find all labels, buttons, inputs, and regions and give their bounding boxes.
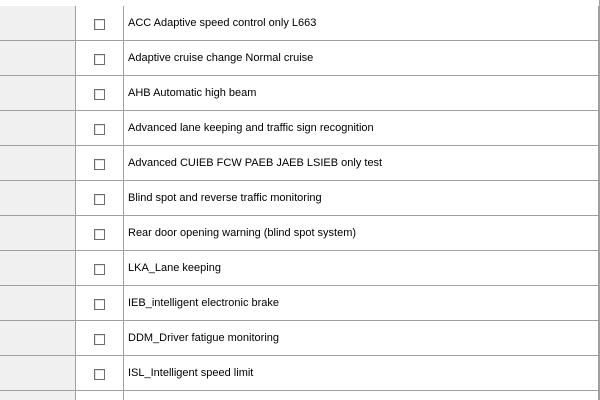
- row-header-cell: [0, 111, 76, 146]
- option-label: ACC Adaptive speed control only L663: [124, 6, 599, 41]
- checkbox-cell[interactable]: [76, 251, 124, 286]
- table-row[interactable]: [0, 41, 600, 76]
- checkbox-cell[interactable]: [76, 356, 124, 391]
- table-row[interactable]: [0, 111, 600, 146]
- row-checkbox[interactable]: [94, 54, 105, 65]
- checkbox-cell[interactable]: [76, 181, 124, 216]
- table-row[interactable]: [0, 321, 600, 356]
- row-header-cell: [0, 321, 76, 356]
- checkbox-cell[interactable]: [76, 6, 124, 41]
- table-row[interactable]: [0, 76, 600, 111]
- option-label: DDM_Driver fatigue monitoring: [124, 321, 599, 356]
- table-row[interactable]: [0, 216, 600, 251]
- row-checkbox[interactable]: [94, 89, 105, 100]
- checkbox-cell[interactable]: [76, 391, 124, 400]
- row-header-cell: [0, 181, 76, 216]
- row-checkbox[interactable]: [94, 194, 105, 205]
- row-checkbox[interactable]: [94, 369, 105, 380]
- option-label: Blind spot and reverse traffic monitoring: [124, 181, 599, 216]
- checkbox-cell[interactable]: [76, 286, 124, 321]
- option-label: LKA_Lane keeping: [124, 251, 599, 286]
- table-row[interactable]: [0, 251, 600, 286]
- option-label: Advanced lane keeping and traffic sign recognition: [124, 111, 599, 146]
- table-row[interactable]: [0, 181, 600, 216]
- row-header-cell: [0, 251, 76, 286]
- row-header-cell: [0, 356, 76, 391]
- row-header-cell: [0, 146, 76, 181]
- checkbox-cell[interactable]: [76, 111, 124, 146]
- checkbox-cell[interactable]: [76, 146, 124, 181]
- table-row[interactable]: [0, 391, 600, 400]
- option-label: IEB_intelligent electronic brake: [124, 286, 599, 321]
- table-row[interactable]: [0, 146, 600, 181]
- table-row[interactable]: [0, 6, 600, 41]
- option-label: Adaptive cruise change Normal cruise: [124, 41, 599, 76]
- row-header-cell: [0, 76, 76, 111]
- option-label: ISL_Intelligent speed limit: [124, 356, 599, 391]
- option-label: Rear door opening warning (blind spot system): [124, 216, 599, 251]
- option-label: Advanced CUIEB FCW PAEB JAEB LSIEB only test: [124, 146, 599, 181]
- row-checkbox[interactable]: [94, 264, 105, 275]
- row-checkbox[interactable]: [94, 229, 105, 240]
- row-checkbox[interactable]: [94, 124, 105, 135]
- row-header-cell: [0, 6, 76, 41]
- row-checkbox[interactable]: [94, 299, 105, 310]
- option-label: [124, 391, 599, 400]
- row-header-cell: [0, 41, 76, 76]
- row-checkbox[interactable]: [94, 334, 105, 345]
- option-label: AHB Automatic high beam: [124, 76, 599, 111]
- row-checkbox[interactable]: [94, 19, 105, 30]
- checkbox-cell[interactable]: [76, 76, 124, 111]
- checkbox-cell[interactable]: [76, 216, 124, 251]
- checkbox-cell[interactable]: [76, 321, 124, 356]
- table-row[interactable]: [0, 286, 600, 321]
- row-header-cell: [0, 286, 76, 321]
- table-row[interactable]: [0, 356, 600, 391]
- row-header-cell: [0, 391, 76, 400]
- row-header-cell: [0, 216, 76, 251]
- checkbox-cell[interactable]: [76, 41, 124, 76]
- row-checkbox[interactable]: [94, 159, 105, 170]
